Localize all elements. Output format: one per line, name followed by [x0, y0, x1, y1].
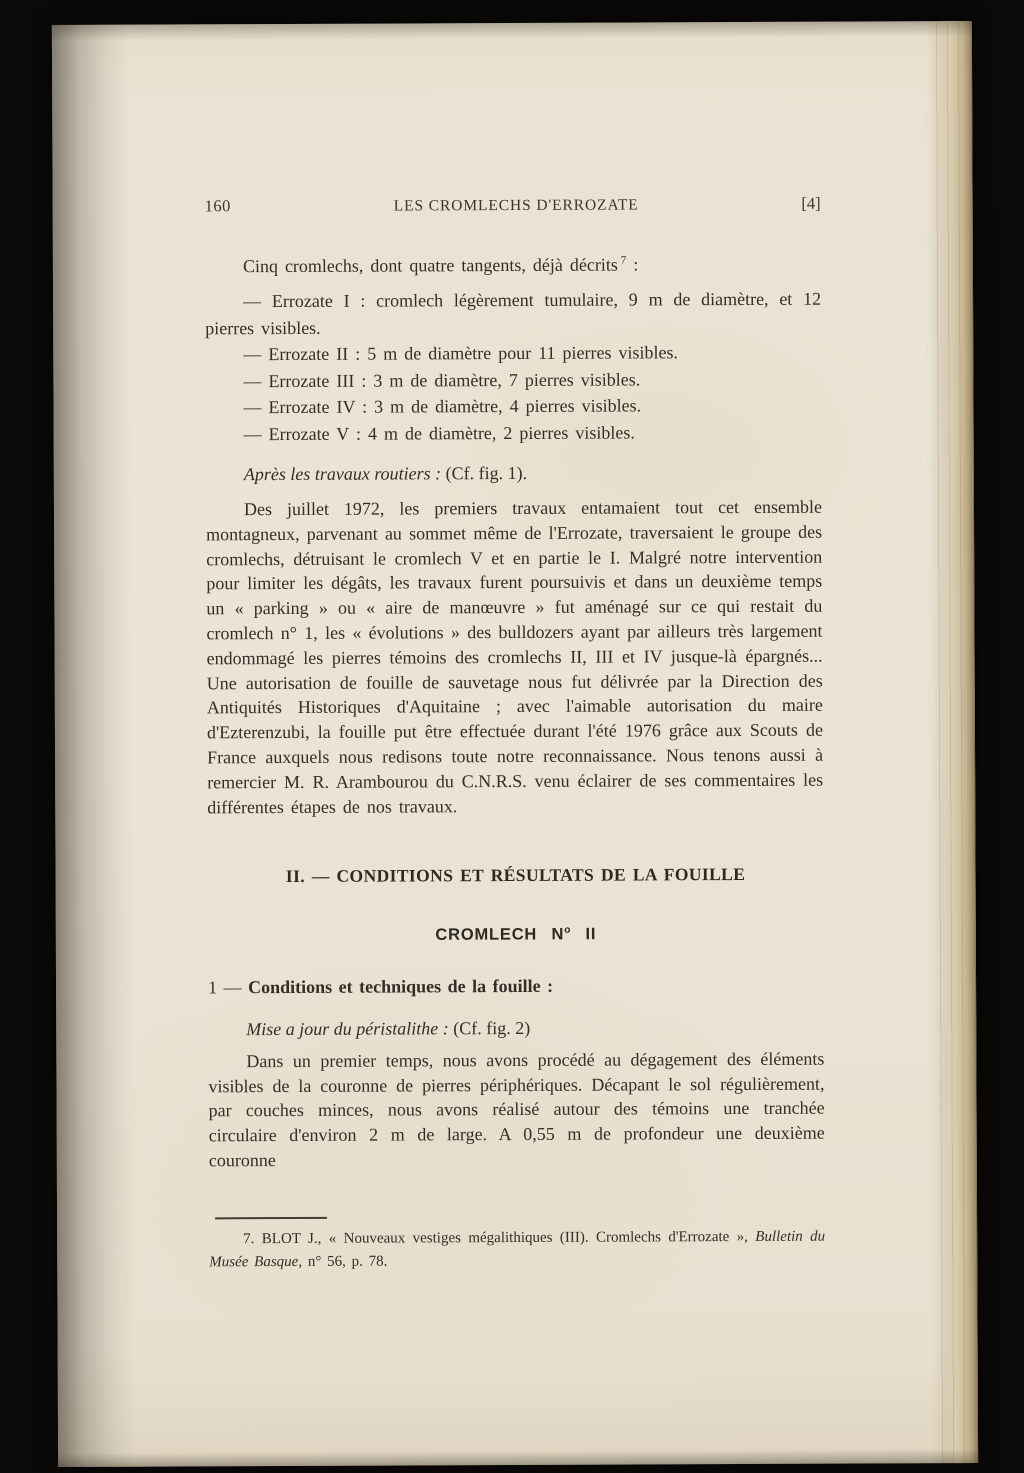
main-paragraph: Des juillet 1972, les premiers travaux entamaient tout cet ensemble montagneux, parvenant au sommet même de l'Errozate, traversaient le groupe des cromlechs, détruisant le cromlech V et en partie le I. Malgré notre intervention pour limiter les dégâts, les travaux furent poursuivis et dans un deuxième temps un « parking » ou « aire de manœuvre » fut aménagé sur ce qui restait du cromlech n° 1, les « évolutions » des bulldozers ayant par ailleurs très largement endommagé les pierres témoins des cromlechs II, III et IV jusque-là épargnés... Une autorisation de fouille de sauvetage nous fut délivrée par la Direction des Antiquités Historiques d'Aquitaine ; avec l'aimable autorisation du maire d'Ezterenzubi, la fouille put être effectuée durant l'été 1976 grâce aux Scouts de France auxquels nous redisons toute notre reconnaissance. Nous tenons aussi à remercier M. R. Arambourou du C.N.R.S. venu éclairer de ses commentaires les différentes étapes de nos travaux.: [206, 496, 824, 817]
lead1-italic: Après les travaux routiers :: [243, 463, 442, 485]
cromlech-heading-text: CROMLECH N: [435, 925, 565, 945]
subsection-heading: [208, 975, 824, 999]
list-item-errozate-5: — Errozate V : 4 m de diamètre, 2 pierres visibles.: [243, 421, 635, 444]
list-item-errozate-3: — Errozate III : 3 m de diamètre, 7 pierres visibles.: [243, 368, 641, 391]
footnote-block: [209, 1214, 825, 1275]
footnote-post: n° 56, p. 78.: [302, 1253, 388, 1271]
bottom-shade: [58, 1449, 978, 1467]
binding-shadow: [52, 25, 136, 1467]
page-number: 160: [204, 196, 231, 216]
section-heading: [208, 864, 824, 888]
lead-peristalithe: [208, 1015, 824, 1042]
page-header: [205, 194, 821, 217]
lead2-normal: (Cf. fig. 2): [448, 1017, 531, 1039]
section-heading-title: CONDITIONS ET RÉSULTATS DE LA FOUILLE: [336, 864, 746, 887]
footnote-journal: Bulletin du Musée Basque,: [209, 1228, 826, 1271]
lead1-normal: (Cf. fig. 1).: [441, 462, 528, 484]
intro-paragraph: [205, 248, 821, 279]
footnote-pre: 7. BLOT J., « Nouveaux vestiges mégalithiques (III). Cromlechs d'Errozate »,: [243, 1228, 756, 1248]
page-edge: [926, 21, 978, 1463]
footnote-reference: 7: [620, 254, 627, 267]
footnote-text: [209, 1225, 825, 1275]
intro-tail: :: [626, 254, 639, 275]
page: [52, 21, 978, 1467]
footnote-rule: [215, 1217, 327, 1219]
cromlech-heading-sup: o: [564, 925, 572, 937]
subsection-title: Conditions et techniques de la fouille :: [248, 975, 554, 998]
top-shade: [52, 21, 972, 41]
section-heading-prefix: II. —: [285, 866, 337, 887]
cromlech-heading: [208, 924, 824, 946]
list-item-errozate-2: — Errozate II : 5 m de diamètre pour 11 pierres visibles.: [243, 342, 679, 365]
second-paragraph: Dans un premier temps, nous avons procédé au dégagement des éléments visibles de la couronne de pierres périphériques. Décapant le sol régulièrement, par couches minces, nous avons réalisé autour des témoins une tranchée circulaire d'environ 2 m de large. A 0,55 m de profondeur une deuxième couronne: [208, 1048, 825, 1171]
lead-after-roadworks: [206, 460, 822, 487]
subsection-number: 1 —: [208, 977, 249, 998]
intro-text: Cinq cromlechs, dont quatre tangents, déjà décrits: [242, 254, 618, 277]
running-title: LES CROMLECHS D'ERROZATE: [393, 196, 639, 215]
bracket-page-marker: [4]: [801, 193, 821, 213]
cromlech-heading-tail: II: [571, 925, 597, 944]
text-block: [205, 194, 826, 1276]
list-item-errozate-1: — Errozate I : cromlech légèrement tumulaire, 9 m de diamètre, et 12 pierres visibles.: [205, 288, 822, 338]
lead2-italic: Mise a jour du péristalithe :: [246, 1018, 449, 1040]
list-item-errozate-4: — Errozate IV : 3 m de diamètre, 4 pierres visibles.: [243, 395, 642, 418]
